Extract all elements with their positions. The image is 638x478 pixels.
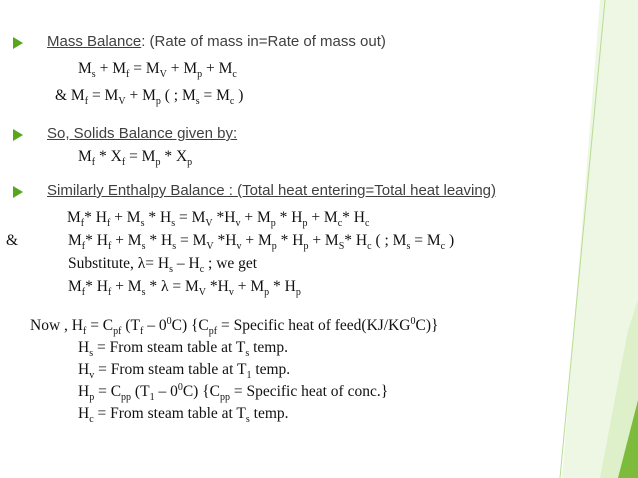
definition-hf: Now , $H_f = C_{pf}$ $(T_f - 0^0C) \{C_{pf}$ = Specific heat of $feed(KJ/KG^0C)$} xyxy=(30,315,439,338)
equation-enthalpy-balance: $M_f*$ $H_f + M_s * H_s = M_V$ $*H_v + M_p * H_p + M_c*$ $H_c$ xyxy=(67,209,370,230)
equation-enthalpy-balance-latent: $M_f*$ $H_f + M_s * \lambda = M_V$ $*H_v + M_p * H_p$ xyxy=(68,278,301,299)
bullet-1-icon xyxy=(13,37,23,49)
equation-mass-balance-simplified: & $M_f = M_V + M_p$ ( ; $M_s = M_c$ ) xyxy=(55,87,244,108)
equation-solids-balance: $M_f * X_f = M_p * X_p$ xyxy=(78,148,193,169)
definition-hs: $H_s$ = From steam table at $T_s$ temp. xyxy=(78,339,288,360)
bullet-2-icon xyxy=(13,129,23,141)
definition-hc: $H_c$ = From steam table at $T_s$ temp. xyxy=(78,405,289,426)
definition-hp: $H_p = C_{pp}$ $(T_1 - 0^0C) \{C_{pp}$ = Specific heat of conc.} xyxy=(78,381,389,404)
solids-balance-heading: So, Solids Balance given by: xyxy=(47,125,238,142)
bullet-3-icon xyxy=(13,186,23,198)
equation-substitution: Substitute, $\lambda= H_s - H_c$ ; we get xyxy=(68,255,258,276)
equation-enthalpy-balance-amp-sign: & xyxy=(6,232,19,249)
equation-enthalpy-balance-expanded: $M_f*$ $H_f + M_s * H_s = M_V$ $*H_v + M_p * H_p + M_S*$ $H_c$ ( ; $M_s = M_c$ ) xyxy=(68,232,455,253)
definition-hv: $H_v$ = From steam table at $T_1$ temp. xyxy=(78,361,291,382)
mass-balance-heading: Mass Balance: (Rate of mass in=Rate of mass out) xyxy=(47,33,386,50)
equation-mass-balance: $M_s + M_f = M_V + M_p + M_c$ xyxy=(78,60,237,81)
enthalpy-balance-heading: Similarly Enthalpy Balance : (Total heat entering=Total heat leaving) xyxy=(47,182,497,199)
